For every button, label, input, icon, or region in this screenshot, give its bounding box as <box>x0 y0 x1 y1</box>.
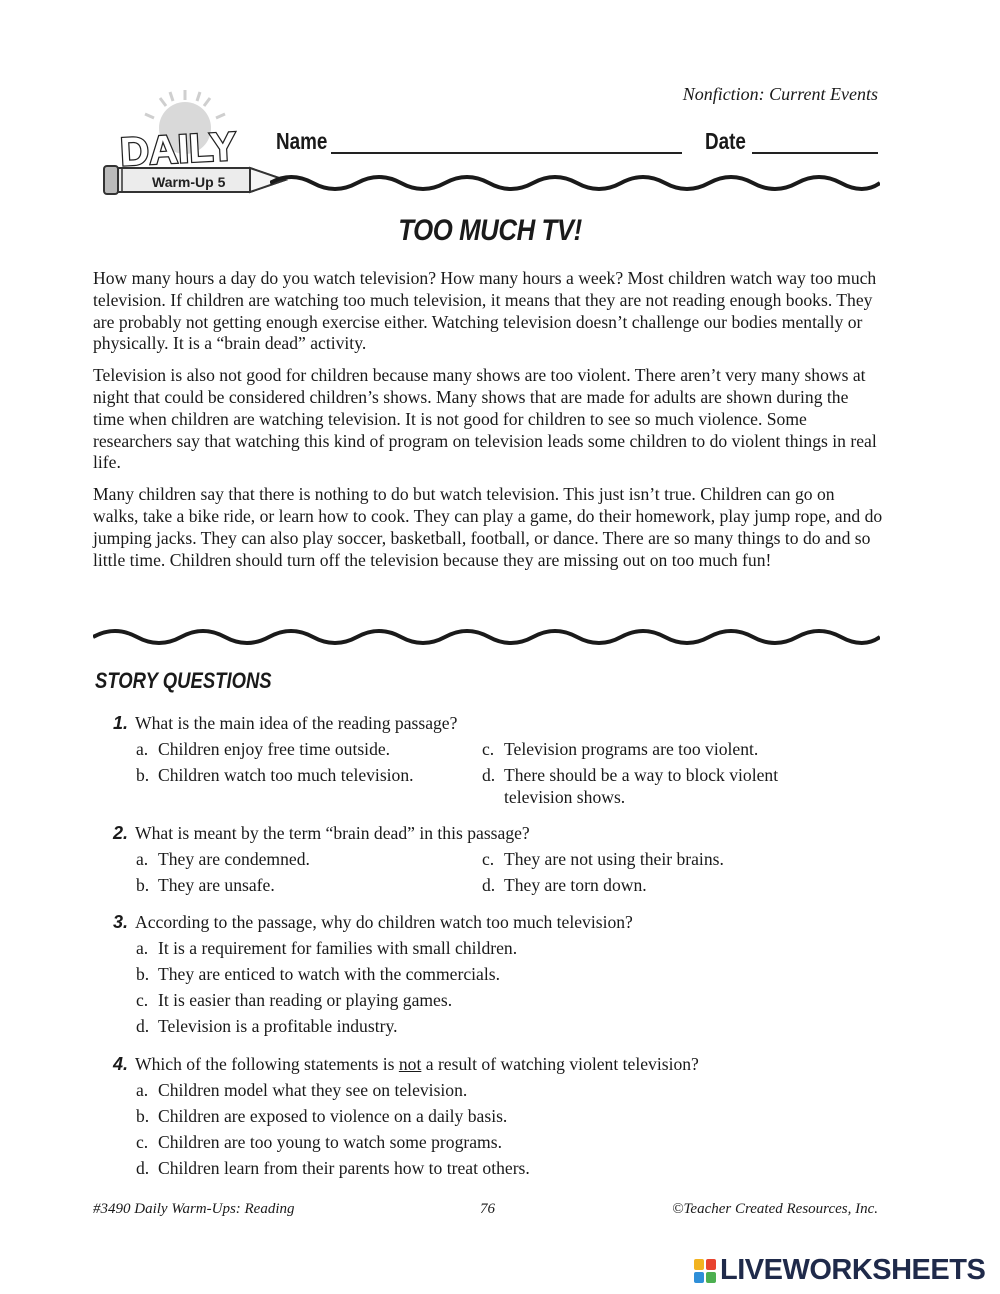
answer-option[interactable]: d. They are torn down. <box>482 875 647 895</box>
logo-subtitle: Warm-Up 5 <box>152 174 226 190</box>
logo-word: DAILY <box>118 124 238 175</box>
question-4 <box>113 1053 893 1183</box>
name-label: Name <box>276 128 328 154</box>
answer-option[interactable]: c. Children are too young to watch some programs. <box>136 1132 502 1152</box>
liveworksheets-brand[interactable] <box>694 1254 985 1287</box>
footer-book-title: #3490 Daily Warm-Ups: Reading <box>93 1201 295 1217</box>
reading-passage <box>93 268 883 581</box>
name-input-line[interactable] <box>331 152 682 154</box>
header-wave-divider <box>270 170 880 196</box>
answer-option[interactable]: c. They are not using their brains. <box>482 849 724 869</box>
question-1 <box>113 712 893 808</box>
liveworksheets-wordmark: LIVEWORKSHEETS <box>720 1254 986 1286</box>
answer-option[interactable]: c. It is easier than reading or playing games. <box>136 990 453 1010</box>
answer-option[interactable]: b. Children are exposed to violence on a daily basis. <box>136 1106 508 1126</box>
daily-warmup-logo <box>100 88 290 203</box>
passage-paragraph: How many hours a day do you watch television? How many hours a week? Most children watch way too much television. If children are watching too much television, it means that they are not reading enough books. They are probably not getting enough exercise either. Watching television doesn’t challenge our bodies mentally or physically. It is a “brain dead” activity. <box>93 268 877 354</box>
question-text: What is the main idea of the reading passage? <box>135 713 458 733</box>
answer-option[interactable]: b. They are unsafe. <box>136 875 275 895</box>
answer-option[interactable]: c. Television programs are too violent. <box>482 739 759 759</box>
question-number: 1. <box>113 713 129 733</box>
answer-option[interactable]: a. It is a requirement for families with small children. <box>136 938 518 958</box>
page-number: 76 <box>480 1201 495 1217</box>
question-number: 2. <box>113 823 129 843</box>
question-number: 4. <box>113 1054 129 1074</box>
answer-option[interactable]: b. They are enticed to watch with the commercials. <box>136 964 500 984</box>
date-input-line[interactable] <box>752 152 878 154</box>
question-2 <box>113 822 893 896</box>
passage-paragraph: Television is also not good for children because many shows are too violent. There aren’t very many shows at night that could be considered children’s shows. Many shows that are made for adults are shown during the time when children are watching television. It is not good for children to see so much violence. Some researchers say that watching this kind of program on television leads some children to do violent things in real life. <box>93 365 877 473</box>
question-number: 3. <box>113 912 129 932</box>
answer-option[interactable]: a. They are condemned. <box>136 849 310 869</box>
answer-option[interactable]: d. Children learn from their parents how to treat others. <box>136 1158 530 1178</box>
passage-paragraph: Many children say that there is nothing to do but watch television. This just isn’t true. Children can go on walks, take a bike ride, or learn how to cook. They can play a game, do their homework, play jump rope, and do jumping jacks. They can also play soccer, basketball, football, or dance. There are so many things to do and so little time. Children should turn off the television because they are missing out on too much fun! <box>93 484 883 570</box>
liveworksheets-logo-icon <box>694 1259 716 1283</box>
category-label: Nonfiction: Current Events <box>682 84 878 104</box>
question-3 <box>113 911 893 1041</box>
question-text: According to the passage, why do children watch too much television? <box>135 912 633 932</box>
section-wave-divider <box>93 624 880 650</box>
answer-option[interactable]: d. There should be a way to block violent television shows. <box>482 765 779 807</box>
answer-option[interactable]: a. Children enjoy free time outside. <box>136 739 391 759</box>
date-label: Date <box>705 128 746 154</box>
worksheet-title: TOO MUCH TV! <box>398 214 582 247</box>
question-text: What is meant by the term “brain dead” in this passage? <box>135 823 530 843</box>
question-text: Which of the following statements is not a result of watching violent television? <box>135 1054 699 1074</box>
underlined-word: not <box>398 1054 422 1074</box>
answer-option[interactable]: b. Children watch too much television. <box>136 765 414 785</box>
answer-option[interactable]: a. Children model what they see on television. <box>136 1080 468 1100</box>
answer-option[interactable]: d. Television is a profitable industry. <box>136 1016 398 1036</box>
footer-copyright: ©Teacher Created Resources, Inc. <box>672 1201 878 1217</box>
story-questions-heading: STORY QUESTIONS <box>95 668 272 693</box>
